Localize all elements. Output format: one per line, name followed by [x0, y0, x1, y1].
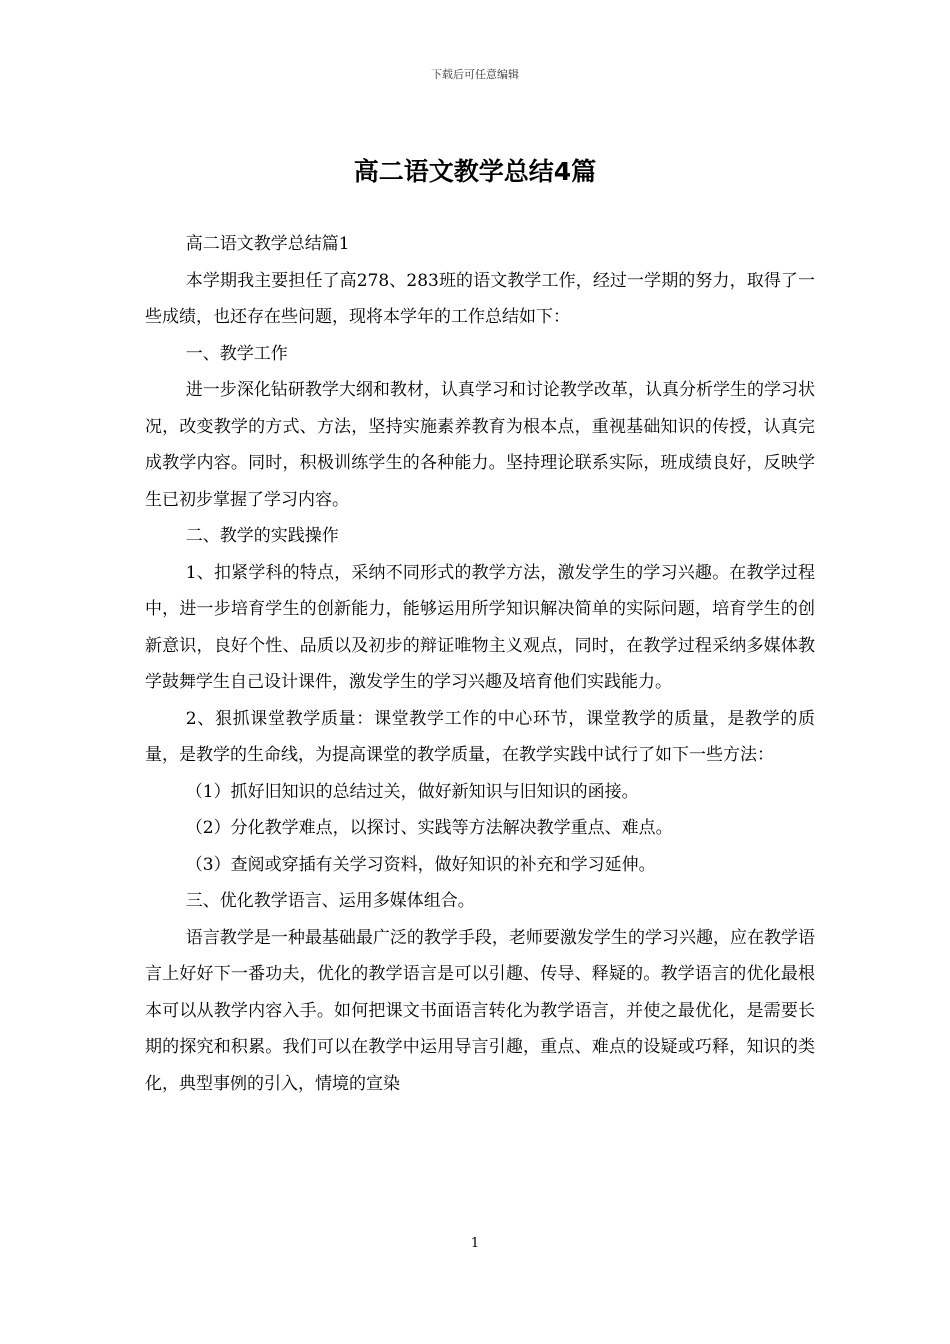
body-paragraph: 语言教学是一种最基础最广泛的教学手段，老师要激发学生的学习兴趣，应在教学语言上好好下一番功夫，优化的教学语言是可以引趣、传导、释疑的。教学语言的优化最根本可以从教学内容入手。如何把课文书面语言转化为教学语言，并使之最优化，是需要长期的探究和积累。我们可以在教学中运用导言引趣，重点、难点的设疑或巧释，知识的类化，典型事例的引入，情境的宣染	[145, 927, 815, 1094]
page-number: 1	[470, 1236, 480, 1251]
document-body	[145, 226, 815, 1102]
document-title: 高二语文教学总结4篇	[353, 157, 597, 186]
body-paragraph: 2、狠抓课堂教学质量：课堂教学工作的中心环节，课堂教学的质量，是教学的质量，是教学的生命线，为提高课堂的教学质量，在教学实践中试行了如下一些方法：	[145, 708, 815, 765]
page-header-note: 下载后可任意编辑	[431, 68, 519, 81]
body-paragraph: 1、扣紧学科的特点，采纳不同形式的教学方法，激发学生的学习兴趣。在教学过程中，进一步培育学生的创新能力，能够运用所学知识解决简单的实际问题，培育学生的创新意识，良好个性、品质以及初步的辩证唯物主义观点，同时，在教学过程采纳多媒体教学鼓舞学生自己设计课件，激发学生的学习兴趣及培育他们实践能力。	[145, 562, 815, 692]
body-paragraph: 进一步深化钻研教学大纲和教材，认真学习和讨论教学改革，认真分析学生的学习状况，改变教学的方式、方法，坚持实施素养教育为根本点，重视基础知识的传授，认真完成教学内容。同时，积极训练学生的各种能力。坚持理论联系实际，班成绩良好，反映学生已初步掌握了学习内容。	[145, 380, 815, 510]
section-heading: 三、优化教学语言、运用多媒体组合。	[185, 891, 475, 911]
section-heading: 高二语文教学总结篇1	[185, 234, 350, 254]
section-heading: 二、教学的实践操作	[185, 526, 339, 546]
body-paragraph: 本学期我主要担任了高278、283班的语文教学工作，经过一学期的努力，取得了一些成绩，也还存在些问题，现将本学年的工作总结如下：	[145, 270, 815, 327]
list-item: （3）查阅或穿插有关学习资料，做好知识的补充和学习延伸。	[185, 854, 656, 875]
list-item: （2）分化教学难点，以探讨、实践等方法解决教学重点、难点。	[185, 818, 673, 838]
list-item: （1）抓好旧知识的总结过关，做好新知识与旧知识的函接。	[185, 781, 639, 802]
section-heading: 一、教学工作	[185, 343, 288, 364]
